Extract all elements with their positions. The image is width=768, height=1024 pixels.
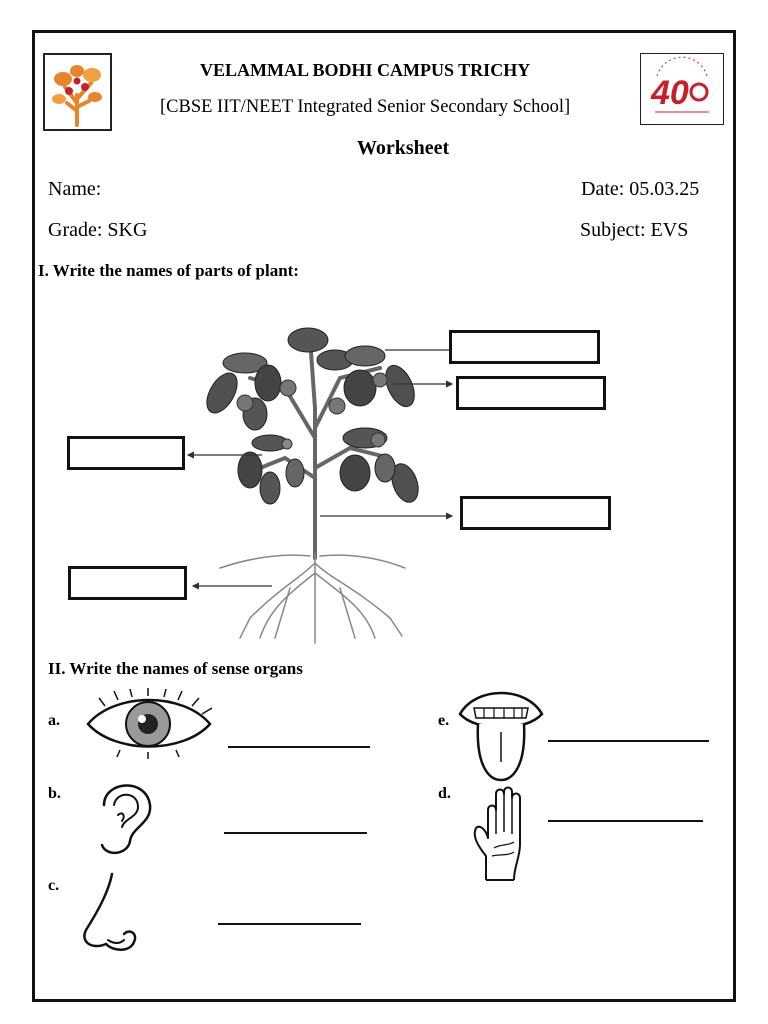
answer-box-stem[interactable] (460, 496, 611, 530)
svg-text:40: 40 (651, 74, 689, 112)
item-letter-b: b. (48, 785, 61, 802)
name-label: Name: (48, 178, 102, 200)
answer-line-b[interactable] (224, 832, 367, 834)
subject-label: Subject: EVS (580, 219, 689, 241)
answer-line-c[interactable] (218, 923, 361, 925)
ear-icon (92, 775, 158, 859)
answer-line-d[interactable] (548, 820, 703, 822)
eye-icon (80, 688, 218, 760)
grade-label: Grade: SKG (48, 219, 148, 241)
section1-heading: I. Write the names of parts of plant: (38, 261, 299, 280)
answer-box-fruit[interactable] (456, 376, 606, 410)
answer-line-e[interactable] (548, 740, 709, 742)
nose-icon (78, 870, 144, 956)
tongue-icon (456, 684, 546, 784)
answer-box-flower[interactable] (67, 436, 185, 470)
section2-heading: II. Write the names of sense organs (48, 659, 303, 678)
item-letter-c: c. (48, 877, 60, 894)
school-name: VELAMMAL BODHI CAMPUS TRICHY (200, 60, 531, 80)
item-letter-d: d. (438, 785, 451, 802)
item-letter-e: e. (438, 712, 450, 729)
item-letter-a: a. (48, 712, 60, 729)
date-label: Date: 05.03.25 (581, 178, 700, 200)
worksheet-title: Worksheet (357, 137, 450, 159)
answer-box-leaf[interactable] (449, 330, 600, 364)
school-subtitle: [CBSE IIT/NEET Integrated Senior Secondary School] (160, 97, 571, 117)
answer-box-root[interactable] (68, 566, 187, 600)
answer-line-a[interactable] (228, 746, 370, 748)
hand-icon (470, 784, 536, 886)
